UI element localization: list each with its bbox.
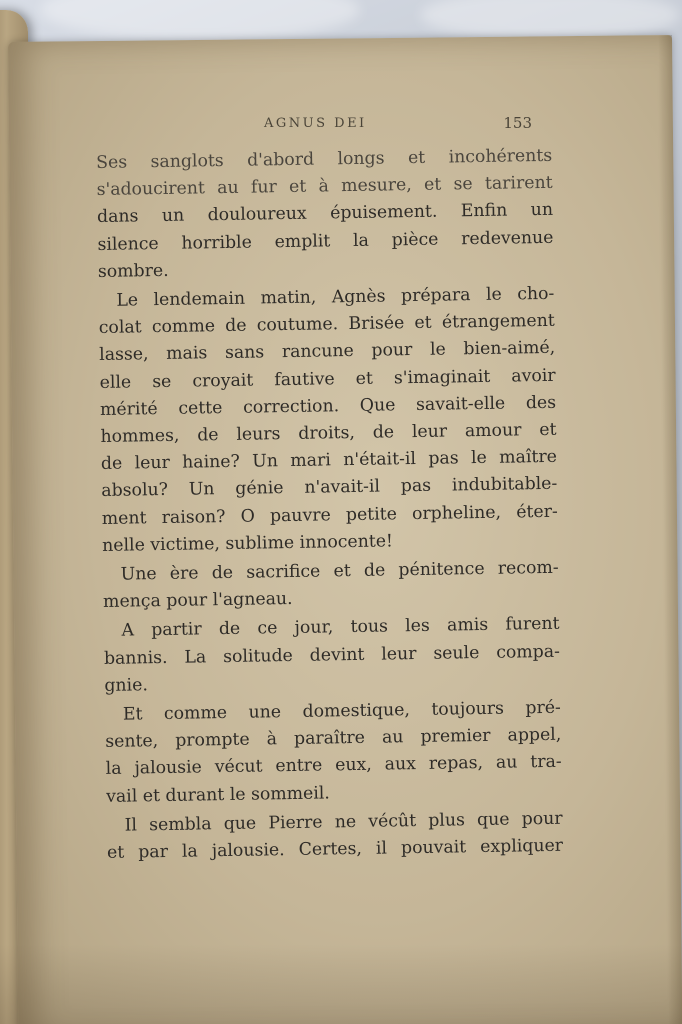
text-line: la jalousie vécut entre eux, aux repas, au tra- xyxy=(105,752,562,780)
text-line: Le lendemain matin, Agnès prépara le cho- xyxy=(116,283,555,311)
text-line: absolu? Un génie n'avait-il pas indubitable- xyxy=(101,474,558,502)
running-title: AGNUS DEI xyxy=(264,116,367,131)
text-line: elle se croyait fautive et s'imaginait avoir xyxy=(99,365,556,393)
text-line: nelle victime, sublime innocente! xyxy=(102,531,394,556)
text-line: silence horrible emplit la pièce redevenue xyxy=(97,227,554,255)
text-line: vail et durant le sommeil. xyxy=(106,783,330,807)
text-line: lasse, mais sans rancune pour le bien-aimé, xyxy=(99,338,556,366)
text-line: bannis. La solitude devint leur seule compa- xyxy=(103,641,561,669)
text-line: dans un douloureux épuisement. Enfin un xyxy=(96,200,554,228)
text-line: mença pour l'agneau. xyxy=(102,589,293,613)
page-number: 153 xyxy=(503,114,532,132)
text-line: s'adoucirent au fur et à mesure, et se tarirent xyxy=(96,173,553,201)
text-line: mérité cette correction. Que savait-elle des xyxy=(99,392,557,420)
cloth-highlight xyxy=(40,0,360,40)
text-line: A partir de ce jour, tous les amis furent xyxy=(121,614,560,642)
page-edge-shadow xyxy=(658,35,682,1024)
running-header xyxy=(92,116,532,138)
body-text xyxy=(96,143,563,867)
cloth-highlight xyxy=(420,0,680,40)
text-line: gnie. xyxy=(104,675,149,696)
text-line: Une ère de sacrifice et de pénitence recom- xyxy=(120,557,559,585)
text-line: et par la jalousie. Certes, il pouvait expliquer xyxy=(106,835,564,863)
text-line: ment raison? O pauvre petite orpheline, éter- xyxy=(101,501,558,529)
text-line: Ses sanglots d'abord longs et incohérents xyxy=(96,145,553,173)
text-line: de leur haine? Un mari n'était-il pas le maître xyxy=(100,447,558,475)
text-line: hommes, de leurs droits, de leur amour et xyxy=(100,419,557,447)
text-line: colat comme de coutume. Brisée et étrangement xyxy=(98,311,555,339)
text-line: sente, prompte à paraître au premier appel, xyxy=(105,725,562,753)
text-line: sombre. xyxy=(97,260,169,282)
text-line: Et comme une domestique, toujours pré- xyxy=(122,697,561,725)
text-line: Il sembla que Pierre ne vécût plus que pour xyxy=(124,808,563,836)
